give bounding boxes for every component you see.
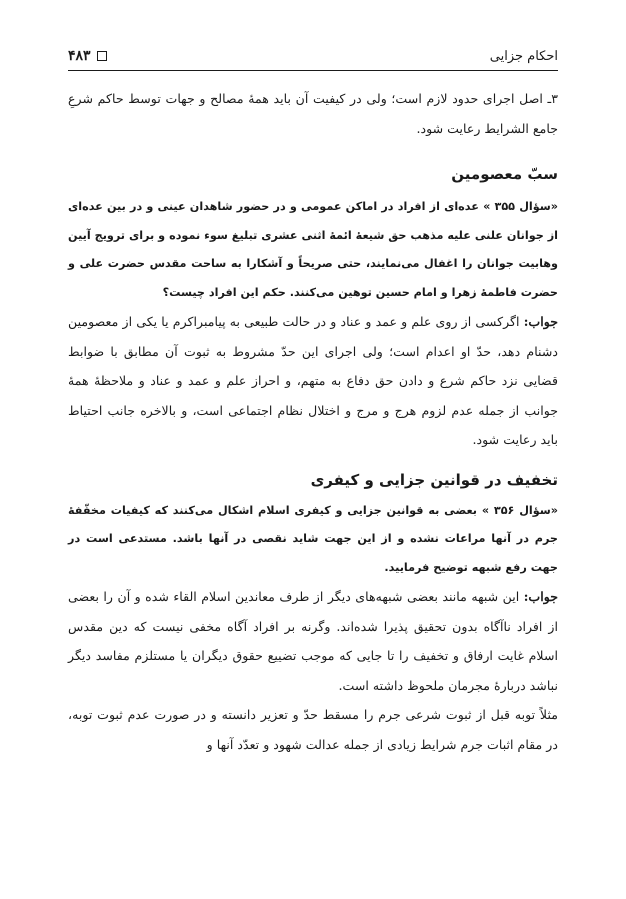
answer-355-label: جواب: [523, 314, 558, 329]
answer-356-text: این شبهه مانند بعضی شبهه‌های دیگر از طرف معاندین اسلام القاء شده و آن را بعضی از افراد ناآگاه بدون تحقیق پذیرا شده‌اند. وگرنه بر افراد آگاه مخفی نیست که دین مقدس اسلام غایت ارفاق و تخفیف را تا جایی که موجب تضییع حقوق دیگران یا مستلزم مفاسد دیگر نباشد دربارهٔ مجرمان ملحوظ داشته است. [68, 589, 558, 693]
question-356 [68, 497, 558, 583]
header-divider [68, 70, 558, 71]
question-356-label: «سؤال ۳۵۶ » [481, 503, 558, 517]
answer-355 [68, 307, 558, 455]
page-header [68, 45, 558, 67]
running-title: احکام جزایی [489, 48, 558, 64]
page-number: ۴۸۳ [68, 48, 91, 64]
paragraph-tawba: مثلاً توبه قبل از ثبوت شرعی جرم را مسقط حدّ و تعزیر دانسته و در صورت عدم ثبوت توبه، در مقام اثبات جرم شرایط زیادی از جمله عدالت شهود و تعدّد آنها و [68, 707, 558, 752]
question-355-label: «سؤال ۳۵۵ » [483, 200, 558, 213]
section-heading-takhfif: تخفیف در قوانین جزایی و کیفری [310, 470, 558, 489]
answer-356-label: جواب: [523, 589, 558, 604]
question-355-text: عده‌ای از افراد در اماکن عمومی و در حضور شاهدان عینی و در بین عده‌ای از جوانان علنی علیه مذهب حق شیعهٔ ائمهٔ اثنی عشری تبلیغ سوء نموده و برای ترویج آیین وهابیت جوانان را اغفال می‌نمایند، حتی صریحاً و آشکارا به ساحت مقدس حضرت علی و حضرت فاطمهٔ زهرا و امام حسین توهین می‌کنند. حکم این افراد چیست؟ [68, 200, 558, 299]
paragraph-principle-3: ۳ـ اصل اجرای حدود لازم است؛ ولی در کیفیت آن باید همهٔ مصالح و جهات توسط حاکم شرعِ جامع الشرایط رعایت شود. [68, 91, 558, 136]
page-number-group [68, 48, 107, 64]
question-355 [68, 193, 558, 307]
page-body [68, 84, 558, 759]
answer-355-text: اگرکسی از روی علم و عمد و عناد و در حالت طبیعی به پیامبراکرم یا یکی از معصومین دشنام دهد، حدّ او اعدام است؛ ولی اجرای این حدّ مشروط به ثبوت آن مطابق با ضوابط قضایی نزد حاکم شرع و دادن حق دفاع به متهم، و احراز علم و عمد و عناد و ملاحظهٔ همهٔ جوانب از جمله عدم لزوم هرج و مرج و اختلال نظام اجتماعی است، و بالاخره جانب احتیاط باید رعایت شود. [68, 314, 558, 447]
section-heading-sabb: سبّ معصومین [451, 165, 558, 183]
question-356-text: بعضی به قوانین جزایی و کیفری اسلام اشکال می‌کنند که کیفیات مخفّفهٔ جرم در آنها مراعات نشده و از این جهت شاید نقصی در آنها باشد. مستدعی است در جهت رفع شبهه توضیح فرمایید. [68, 503, 558, 574]
square-icon [97, 51, 107, 61]
answer-356 [68, 582, 558, 700]
